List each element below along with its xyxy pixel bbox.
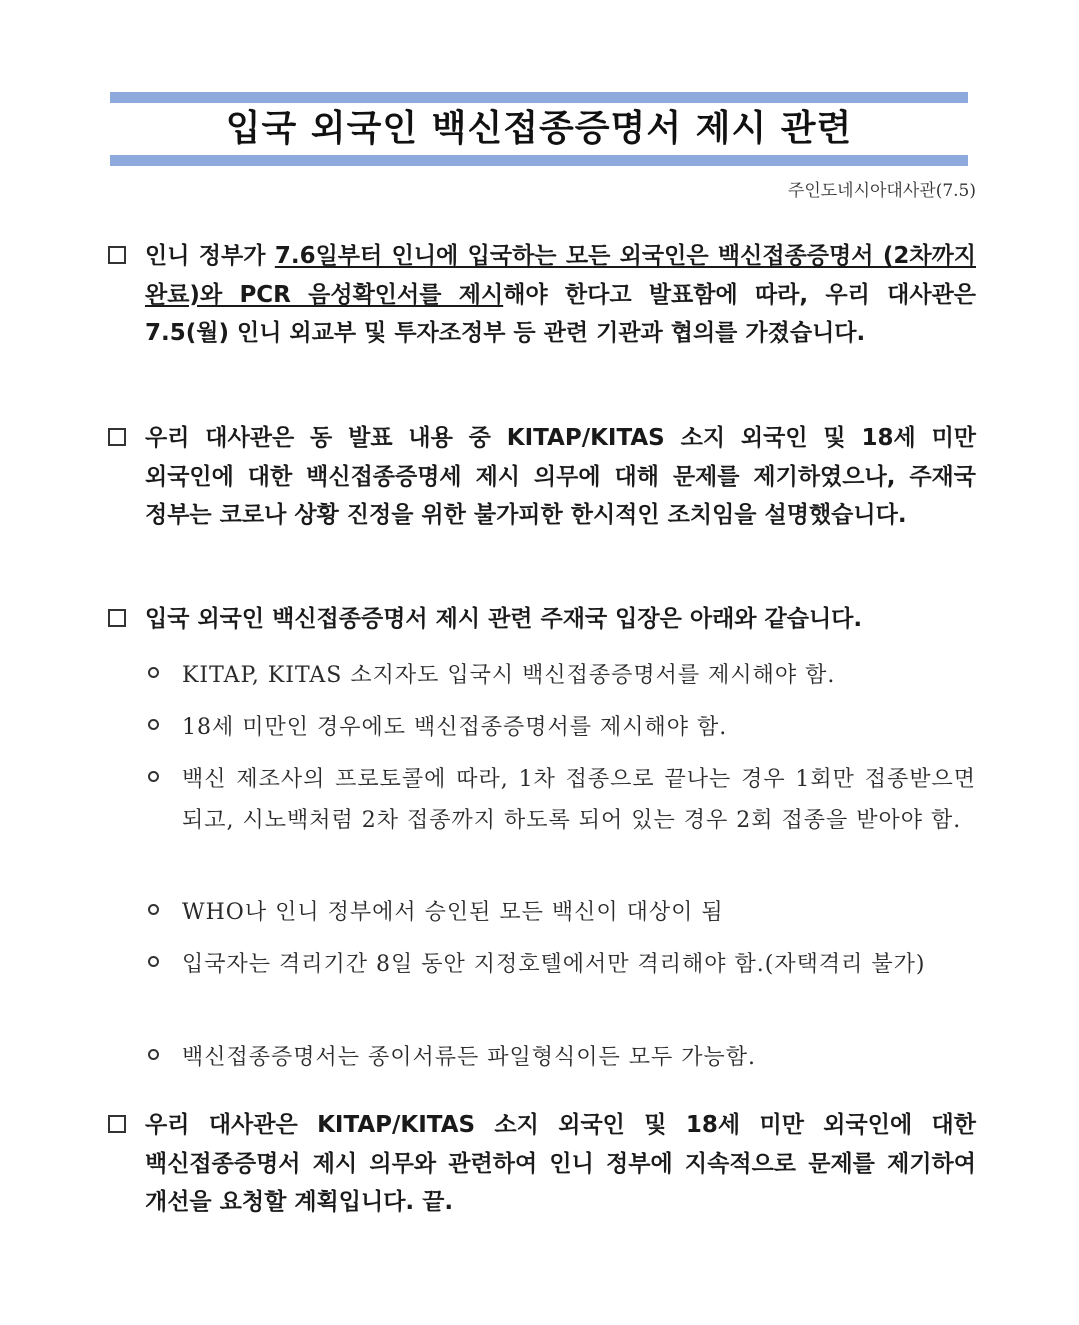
- title-rule-top: [110, 92, 968, 103]
- bullet-item-4: [148, 892, 976, 933]
- section-1: [108, 237, 976, 353]
- section-3: [108, 600, 976, 639]
- section-1-prefix: 인니 정부가: [145, 243, 275, 269]
- bullet-text: WHO나 인니 정부에서 승인된 모든 백신이 대상이 됨: [182, 900, 724, 925]
- section-2: [108, 419, 976, 535]
- section-4: [108, 1106, 976, 1222]
- section-1-suffix: 해야 한다고 발표함에 따라, 우리 대사관은 7.5(월) 인니 외교부 및 투자조정부 등 관련 기관과 협의를 가졌습니다.: [145, 281, 976, 346]
- circle-bullet-icon: [148, 771, 159, 782]
- circle-bullet-icon: [148, 904, 159, 915]
- checkbox-square-icon: [108, 609, 126, 627]
- section-4-text: 우리 대사관은 KITAP/KITAS 소지 외국인 및 18세 미만 외국인에 대한 백신접종증명서 제시 의무와 관련하여 인니 정부에 지속적으로 문제를 제기하여 개선을 요청할 계획입니다. 끝.: [145, 1112, 976, 1215]
- bullet-item-2: [148, 707, 976, 748]
- checkbox-square-icon: [108, 428, 126, 446]
- title-rule-bottom: [110, 155, 968, 166]
- checkbox-square-icon: [108, 246, 126, 264]
- circle-bullet-icon: [148, 719, 159, 730]
- section-2-text: 우리 대사관은 동 발표 내용 중 KITAP/KITAS 소지 외국인 및 18세 미만 외국인에 대한 백신접종증명세 제시 의무에 대해 문제를 제기하였으나, 주재국 정부는 코로나 상황 진정을 위한 불가피한 한시적인 조치임을 설명했습니다.: [145, 425, 976, 528]
- section-1-text: [145, 237, 976, 353]
- circle-bullet-icon: [148, 1049, 159, 1060]
- bullet-item-6: [148, 1037, 976, 1078]
- bullet-item-3: [148, 759, 976, 841]
- document-title: 입국 외국인 백신접종증명서 제시 관련: [225, 108, 853, 149]
- circle-bullet-icon: [148, 956, 159, 967]
- bullet-text: 입국자는 격리기간 8일 동안 지정호텔에서만 격리해야 함.(자택격리 불가): [182, 952, 926, 977]
- bullet-text: 18세 미만인 경우에도 백신접종증명서를 제시해야 함.: [182, 715, 728, 740]
- bullet-text: 백신 제조사의 프로토콜에 따라, 1차 접종으로 끝나는 경우 1회만 접종받으면 되고, 시노백처럼 2차 접종까지 하도록 되어 있는 경우 2회 접종을 받아야 함.: [182, 767, 976, 833]
- bullet-item-5: [148, 944, 976, 985]
- section-1-underlined: 7.6일부터 인니에 입국하는 모든 외국인은 백신접종증명서 (2차까지 완료)와 PCR 음성확인서를 제시: [145, 243, 976, 308]
- section-3-text: 입국 외국인 백신접종증명서 제시 관련 주재국 입장은 아래와 같습니다.: [145, 606, 863, 632]
- bullet-text: KITAP, KITAS 소지자도 입국시 백신접종증명서를 제시해야 함.: [182, 663, 836, 688]
- bullet-text: 백신접종증명서는 종이서류든 파일형식이든 모두 가능함.: [182, 1045, 757, 1070]
- issuer-date: 주인도네시아대사관(7.5): [787, 181, 976, 201]
- checkbox-square-icon: [108, 1115, 126, 1133]
- bullet-item-1: [148, 655, 976, 696]
- circle-bullet-icon: [148, 667, 159, 678]
